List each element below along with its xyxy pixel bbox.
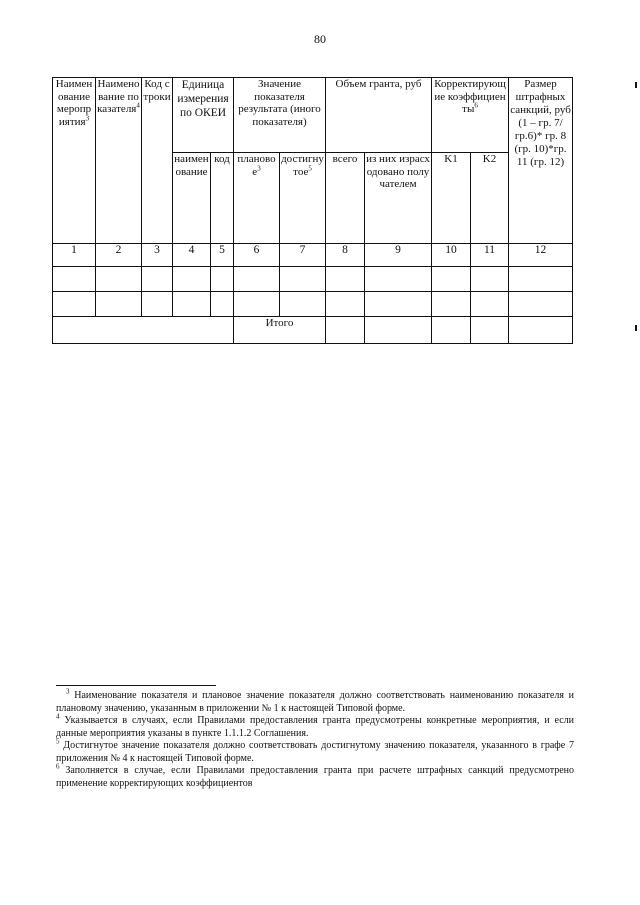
header-grant-group: Объем гранта, руб [326, 78, 432, 153]
table-cell [509, 267, 573, 292]
footnote-6: $^6$ Заполняется в случае, если Правилами предоставления гранта при расчете штрафных санкций предусмотрено применение корректирующих коэффициентов [56, 762, 575, 789]
table-cell [53, 292, 96, 317]
table-cell [173, 292, 211, 317]
table-cell [280, 267, 326, 292]
header-penalty: Размер штрафных санкций, руб (1 – гр. 7/ гр.6)* гр. 8 (гр. 10)*гр. 11 (гр. 12) [509, 78, 573, 244]
table-cell [96, 267, 142, 292]
column-number-row [53, 244, 573, 267]
table-header-row [53, 78, 573, 153]
table-cell [432, 292, 471, 317]
footnotes [56, 687, 575, 790]
table-cell [471, 267, 509, 292]
table-cell [326, 317, 365, 344]
column-number: 4 [173, 244, 211, 267]
table-row [53, 267, 573, 292]
column-number: 6 [234, 244, 280, 267]
column-number: 10 [432, 244, 471, 267]
header-activity-name: Наименование мероприятия$^3$ [53, 78, 96, 244]
footnote-5: $^5$ Достигнутое значение показателя должно соответствовать достигнутому значению показателя, указанного в графе 7 приложения № 4 к настоящей Типовой форме. [56, 737, 575, 764]
column-number: 9 [365, 244, 432, 267]
column-number: 11 [471, 244, 509, 267]
table-cell [365, 267, 432, 292]
footnote-4: $^4$ Указывается в случаях, если Правилами предоставления гранта предусмотрены конкретные мероприятия, и если данные мероприятия указаны в пункте 1.1.1.2 Соглашения. [56, 712, 574, 739]
table-cell [53, 317, 234, 344]
table-cell [509, 317, 573, 344]
column-number: 2 [96, 244, 142, 267]
table-cell [326, 267, 365, 292]
report-table [52, 77, 573, 344]
table-cell [142, 292, 173, 317]
table-row [53, 292, 573, 317]
table-cell [96, 292, 142, 317]
table-cell [432, 267, 471, 292]
header-unit-code: код [211, 153, 234, 244]
footnote-separator [56, 685, 216, 686]
table-cell [326, 292, 365, 317]
table-cell [211, 267, 234, 292]
header-coefficient-group: Корректирующие коэффициенты$^6$ [432, 78, 509, 153]
header-indicator-name: Наименование показателя$^4$ [96, 78, 142, 244]
header-value-group: Значение показателя результата (иного показателя) [234, 78, 326, 153]
table-cell [234, 292, 280, 317]
table-cell [509, 292, 573, 317]
table-cell [142, 267, 173, 292]
total-label: Итого [234, 317, 326, 344]
column-number: 7 [280, 244, 326, 267]
header-value-actual: достигнутое$^5$ [280, 153, 326, 244]
table-cell [471, 292, 509, 317]
table-cell [365, 292, 432, 317]
column-number: 5 [211, 244, 234, 267]
page-number: 80 [314, 32, 326, 46]
table-cell [471, 317, 509, 344]
column-number: 1 [53, 244, 96, 267]
footnote-3: $^3$ Наименование показателя и плановое значение показателя должно соответствовать наименованию показателя и плановому значению, указанным в приложении № 1 к настоящей Типовой форме. [56, 687, 574, 714]
table-cell [173, 267, 211, 292]
header-value-plan: плановое$^3$ [234, 153, 280, 244]
table-cell [53, 267, 96, 292]
table-cell [280, 292, 326, 317]
column-number: 3 [142, 244, 173, 267]
total-row [53, 317, 573, 344]
table-cell [365, 317, 432, 344]
header-coefficient-k1: K1 [432, 153, 471, 244]
header-grant-total: всего [326, 153, 365, 244]
table-cell [432, 317, 471, 344]
header-grant-recipient: из них израсходовано получателем [365, 153, 432, 244]
column-number: 8 [326, 244, 365, 267]
header-unit-group: Единица измерения по ОКЕИ [173, 78, 234, 153]
header-coefficient-k2: K2 [471, 153, 509, 244]
table-cell [211, 292, 234, 317]
header-row-code: Код строки [142, 78, 173, 244]
scan-margin-mark [635, 82, 637, 88]
column-number: 12 [509, 244, 573, 267]
table-cell [234, 267, 280, 292]
header-unit-name: наименование [173, 153, 211, 244]
scan-margin-mark [635, 325, 637, 331]
